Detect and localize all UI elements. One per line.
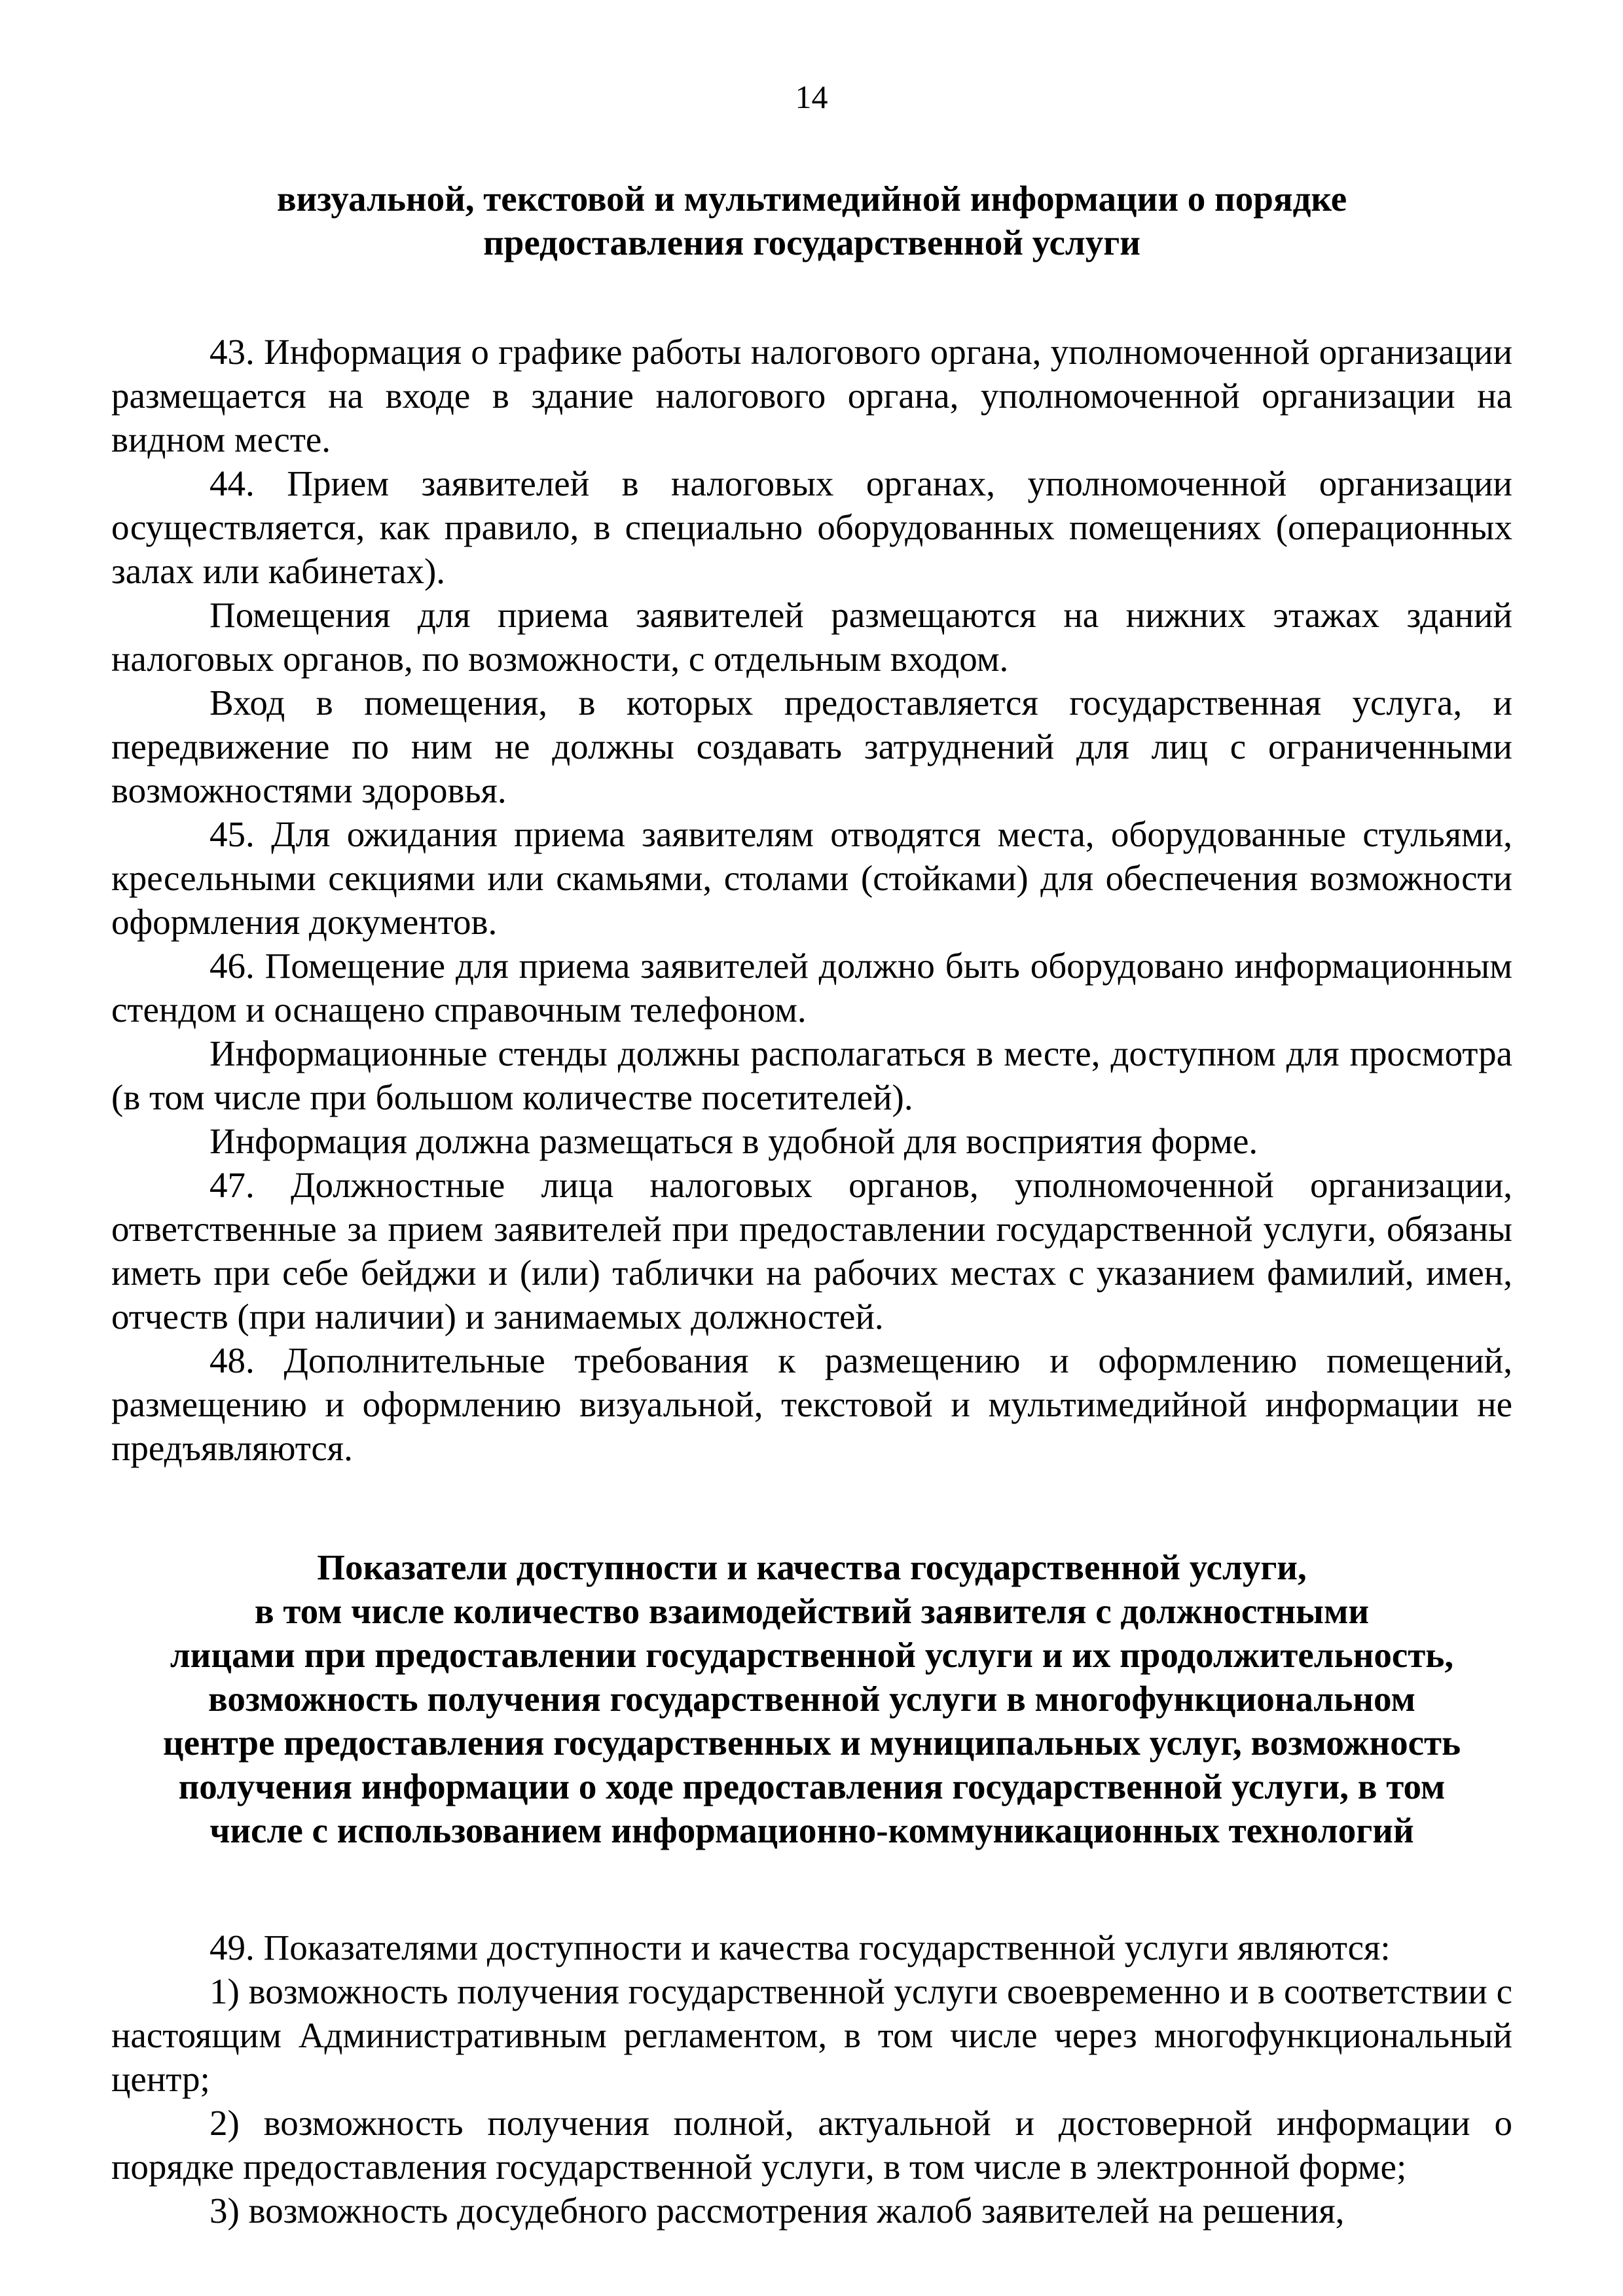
heading-line: в том числе количество взаимодействий заявителя с должностными [254, 1591, 1370, 1631]
paragraph-46-form: Информация должна размещаться в удобной для восприятия форме. [210, 1121, 1258, 1161]
section-heading-indicators [111, 1545, 1512, 1852]
paragraph-43: 43. Информация о графике работы налогового органа, уполномоченной организации размещается на входе в здание налогового органа, уполномоченной организации на видном месте. [111, 332, 1512, 459]
heading-line: числе с использованием информационно-коммуникационных технологий [210, 1810, 1414, 1850]
paragraph-46-stands: Информационные стенды должны располагаться в месте, доступном для просмотра (в том числе при большом количестве посетителей). [111, 1033, 1512, 1117]
list-item-1: 1) возможность получения государственной услуги своевременно и в соответствии с настоящим Административным регламентом, в том числе через многофункциональный центр; [111, 1971, 1512, 2099]
heading-line: центре предоставления государственных и муниципальных услуг, возможность [162, 1723, 1461, 1763]
heading-line: предоставления государственной услуги [483, 223, 1140, 262]
page-content [111, 177, 1512, 2233]
heading-line: Показатели доступности и качества государственной услуги, [317, 1547, 1307, 1587]
paragraph-44: 44. Прием заявителей в налоговых органах, уполномоченной организации осуществляется, как правило, в специально оборудованных помещениях (операционных залах или кабинетах). [111, 463, 1512, 591]
paragraph-group-49 [111, 1926, 1512, 2233]
heading-line: получения информации о ходе предоставления государственной услуги, в том [178, 1767, 1446, 1806]
page-number: 14 [795, 79, 828, 115]
paragraph-47: 47. Должностные лица налоговых органов, уполномоченной организации, ответственные за прием заявителей при предоставлении государственной услуги, обязаны иметь при себе бейджи и (или) таблички на рабочих местах с указанием фамилий, имен, отчеств (при наличии) и занимаемых должностей. [111, 1165, 1512, 1336]
paragraph-44-premises: Помещения для приема заявителей размещаются на нижних этажах зданий налоговых органов, по возможности, с отдельным входом. [111, 595, 1512, 679]
paragraph-49: 49. Показателями доступности и качества государственной услуги являются: [210, 1928, 1391, 1967]
heading-line: лицами при предоставлении государственной услуги и их продолжительность, [170, 1635, 1454, 1675]
paragraph-46: 46. Помещение для приема заявителей должно быть оборудовано информационным стендом и оснащено справочным телефоном. [111, 946, 1512, 1030]
paragraph-45: 45. Для ожидания приема заявителям отводятся места, оборудованные стульями, кресельными секциями или скамьями, столами (стойками) для обеспечения возможности оформления документов. [111, 814, 1512, 942]
paragraph-48: 48. Дополнительные требования к размещению и оформлению помещений, размещению и оформлению визуальной, текстовой и мультимедийной информации не предъявляются. [111, 1340, 1512, 1468]
heading-line: визуальной, текстовой и мультимедийной информации о порядке [276, 179, 1347, 219]
list-item-3: 3) возможность досудебного рассмотрения жалоб заявителей на решения, [210, 2191, 1345, 2231]
paragraph-44-entrance: Вход в помещения, в которых предоставляется государственная услуга, и передвижение по ним не должны создавать затруднений для лиц с ограниченными возможностями здоровья. [111, 683, 1512, 810]
list-item-2: 2) возможность получения полной, актуальной и достоверной информации о порядке предоставления государственной услуги, в том числе в электронной форме; [111, 2103, 1512, 2187]
heading-line: возможность получения государственной услуги в многофункциональном [208, 1679, 1415, 1719]
section-heading-continued [111, 177, 1512, 264]
paragraph-group-43-48 [111, 330, 1512, 1470]
